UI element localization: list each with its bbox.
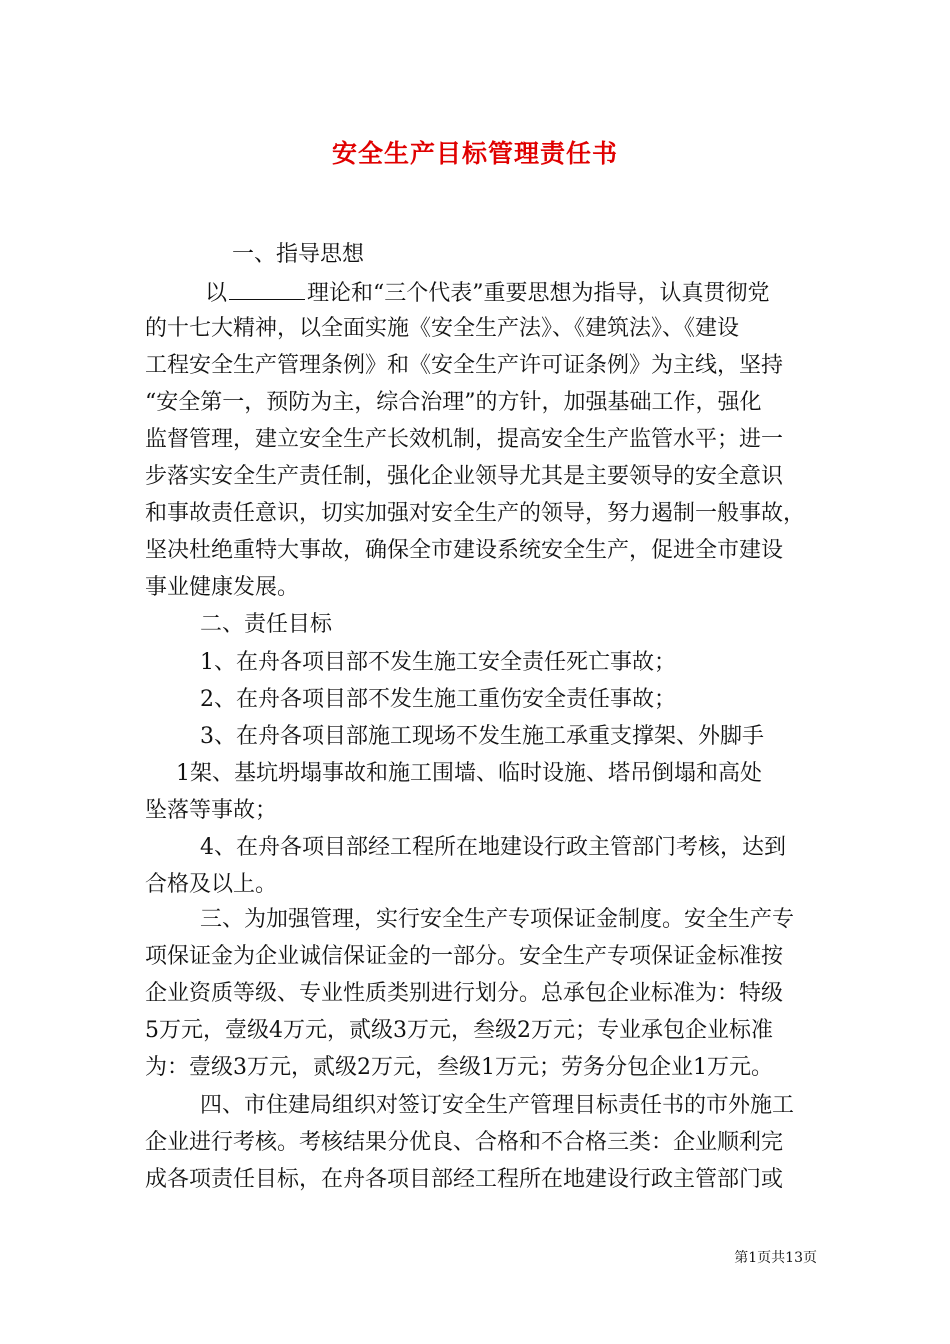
paragraph-line: 的十七大精神，以全面实施《安全生产法》、《建筑法》、《建设 — [145, 316, 740, 341]
paragraph-line: 成各项责任目标，在舟各项目部经工程所在地建设行政主管部门或 — [145, 1167, 784, 1192]
paragraph-line: 5万元，壹级4万元，贰级3万元，叁级2万元；专业承包企业标准 — [145, 1018, 773, 1043]
list-item: 坠落等事故； — [145, 798, 278, 823]
text-fragment: 理论和“三个代表”重要思想为指导，认真贯彻党 — [307, 281, 770, 306]
paragraph-line: 步落实安全生产责任制，强化企业领导尤其是主要领导的安全意识 — [145, 464, 784, 489]
text-fragment: 以 — [205, 281, 228, 306]
list-item: 2、在舟各项目部不发生施工重伤安全责任事故； — [200, 687, 676, 712]
list-item: 3、在舟各项目部施工现场不发生施工承重支撑架、外脚手 — [200, 724, 764, 749]
paragraph-line: 企业进行考核。考核结果分优良、合格和不合格三类：企业顺利完 — [145, 1130, 784, 1155]
paragraph-line: “安全第一，预防为主，综合治理”的方针，加强基础工作，强化 — [145, 390, 762, 415]
list-item: 1、在舟各项目部不发生施工安全责任死亡事故； — [200, 650, 676, 675]
paragraph-line — [205, 277, 770, 309]
list-item: 4、在舟各项目部经工程所在地建设行政主管部门考核，达到 — [200, 835, 786, 860]
paragraph-line: 项保证金为企业诚信保证金的一部分。安全生产专项保证金标准按 — [145, 944, 784, 969]
paragraph-line: 监督管理，建立安全生产长效机制，提高安全生产监管水平；进一 — [145, 427, 784, 452]
list-item: 合格及以上。 — [145, 872, 278, 897]
paragraph-line: 工程安全生产管理条例》和《安全生产许可证条例》为主线，坚持 — [145, 353, 784, 378]
paragraph-line: 坚决杜绝重特大事故，确保全市建设系统安全生产，促进全市建设 — [145, 538, 784, 563]
section-2-heading: 二、责任目标 — [200, 612, 333, 637]
paragraph-line: 三、为加强管理，实行安全生产专项保证金制度。安全生产专 — [200, 907, 795, 932]
document-title: 安全生产目标管理责任书 — [331, 139, 618, 168]
section-1-heading: 一、指导思想 — [232, 242, 365, 267]
paragraph-line: 四、市住建局组织对签订安全生产管理目标责任书的市外施工 — [200, 1093, 795, 1118]
fill-in-blank — [229, 277, 305, 300]
page-number: 第1页共13页 — [734, 1250, 817, 1266]
paragraph-line: 为：壹级3万元，贰级2万元，叁级1万元；劳务分包企业1万元。 — [145, 1055, 773, 1080]
paragraph-line: 和事故责任意识，切实加强对安全生产的领导，努力遏制一般事故， — [145, 501, 806, 526]
paragraph-line: 事业健康发展。 — [145, 575, 300, 600]
paragraph-line: 企业资质等级、专业性质类别进行划分。总承包企业标准为：特级 — [145, 981, 784, 1006]
list-item: 1架、基坑坍塌事故和施工围墙、临时设施、塔吊倒塌和高处 — [176, 761, 762, 786]
